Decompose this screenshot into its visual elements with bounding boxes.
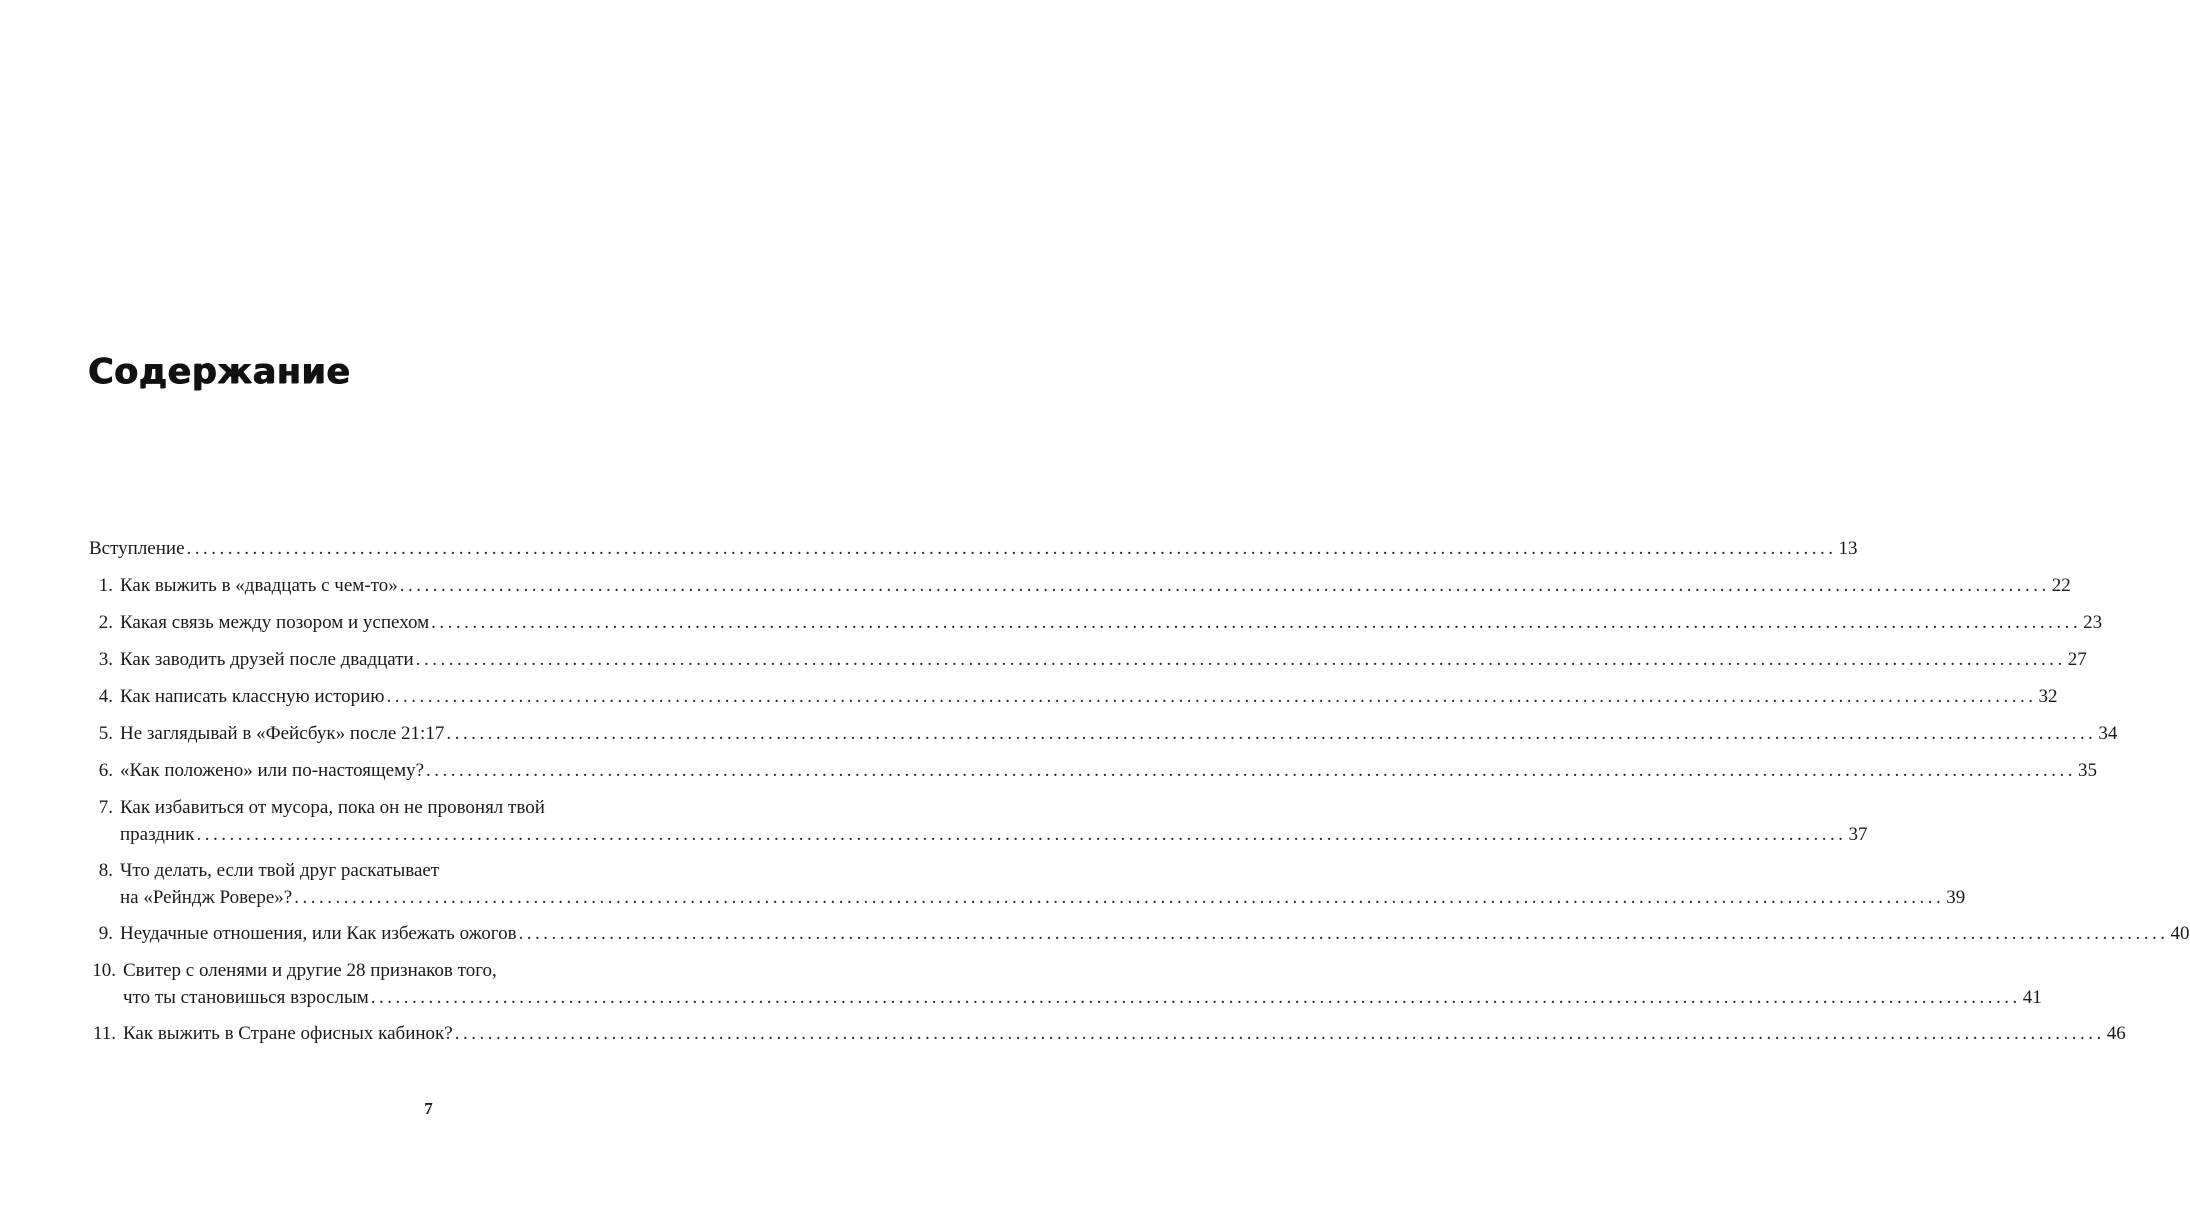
dot-leader: ........................................................................................................................................................................................................ bbox=[196, 824, 1847, 845]
toc-entry-title: Какая связь между позором и успехом bbox=[120, 612, 430, 633]
chapter-number: 11. bbox=[92, 1023, 116, 1044]
toc-entry-title: Как заводить друзей после двадцати bbox=[120, 649, 414, 670]
toc-entry-title: Как выжить в Стране офисных кабинок? bbox=[123, 1023, 453, 1044]
toc-entry-title: «Как положено» или по-настоящему? bbox=[120, 760, 425, 781]
dot-leader: ........................................................................................................................................................................................................ bbox=[294, 887, 1945, 908]
toc-page-number: 22 bbox=[2051, 575, 2071, 596]
dot-leader: ........................................................................................................................................................................................................ bbox=[431, 612, 2082, 633]
chapter-number: 6. bbox=[98, 760, 113, 781]
dot-leader: ........................................................................................................................................................................................................ bbox=[454, 1023, 2105, 1044]
toc-entry-intro[interactable] bbox=[89, 535, 1858, 562]
chapter-number: 4. bbox=[98, 686, 113, 707]
toc-page-number: 32 bbox=[2038, 686, 2058, 707]
table-of-contents bbox=[89, 535, 2190, 1057]
toc-entry-title: Вступление bbox=[89, 538, 185, 559]
dot-leader: ........................................................................................................................................................................................................ bbox=[426, 760, 2077, 781]
toc-page-number: 46 bbox=[2106, 1023, 2126, 1044]
toc-entry[interactable] bbox=[89, 794, 1868, 848]
toc-page-number: 23 bbox=[2083, 612, 2103, 633]
toc-entry[interactable] bbox=[89, 1020, 2126, 1047]
toc-entry-title: Как выжить в «двадцать с чем-то» bbox=[120, 575, 398, 596]
toc-page-number: 35 bbox=[2078, 760, 2098, 781]
toc-entry[interactable] bbox=[89, 920, 2190, 947]
chapter-number: 9. bbox=[98, 923, 113, 944]
page-title: Содержание bbox=[88, 352, 351, 392]
toc-entry[interactable] bbox=[89, 683, 2058, 710]
toc-entry-title: Неудачные отношения, или Как избежать ожогов bbox=[120, 923, 517, 944]
dot-leader: ........................................................................................................................................................................................................ bbox=[399, 575, 2050, 596]
toc-page-number: 39 bbox=[1946, 887, 1966, 908]
chapter-number: 7. bbox=[98, 797, 113, 818]
chapter-number: 10. bbox=[92, 960, 116, 981]
toc-entry-title: праздник bbox=[120, 824, 195, 845]
toc-entry-title: на «Рейндж Ровере»? bbox=[120, 887, 293, 908]
toc-page-number: 37 bbox=[1848, 824, 1868, 845]
toc-chapter-list bbox=[89, 572, 2190, 1047]
toc-entry[interactable] bbox=[89, 646, 2087, 673]
chapter-number: 3. bbox=[98, 649, 113, 670]
toc-entry[interactable] bbox=[89, 757, 2098, 784]
toc-entry[interactable] bbox=[89, 572, 2071, 599]
toc-page-number: 41 bbox=[2022, 987, 2042, 1008]
chapter-number: 8. bbox=[98, 860, 113, 881]
toc-entry[interactable] bbox=[89, 957, 2042, 1011]
toc-page-number: 13 bbox=[1838, 538, 1858, 559]
dot-leader: ........................................................................................................................................................................................................ bbox=[186, 538, 1837, 559]
toc-entry-title-line: Как избавиться от мусора, пока он не провонял твой bbox=[120, 797, 545, 818]
dot-leader: ........................................................................................................................................................................................................ bbox=[370, 987, 2021, 1008]
chapter-number: 2. bbox=[98, 612, 113, 633]
toc-page-number: 40 bbox=[2170, 923, 2190, 944]
toc-page-number: 34 bbox=[2098, 723, 2118, 744]
toc-entry[interactable] bbox=[89, 857, 1966, 911]
chapter-number: 5. bbox=[98, 723, 113, 744]
toc-entry-title-line: Свитер с оленями и другие 28 признаков того, bbox=[123, 960, 497, 981]
dot-leader: ........................................................................................................................................................................................................ bbox=[446, 723, 2097, 744]
toc-entry[interactable] bbox=[89, 720, 2118, 747]
dot-leader: ........................................................................................................................................................................................................ bbox=[415, 649, 2066, 670]
toc-entry[interactable] bbox=[89, 609, 2103, 636]
toc-entry-title: что ты становишься взрослым bbox=[123, 987, 369, 1008]
dot-leader: ........................................................................................................................................................................................................ bbox=[386, 686, 2037, 707]
dot-leader: ........................................................................................................................................................................................................ bbox=[518, 923, 2169, 944]
toc-page-number: 27 bbox=[2067, 649, 2087, 670]
toc-entry-title-line: Что делать, если твой друг раскатывает bbox=[120, 860, 440, 881]
toc-entry-title: Как написать классную историю bbox=[120, 686, 385, 707]
chapter-number: 1. bbox=[98, 575, 113, 596]
page-number: 7 bbox=[424, 1099, 433, 1118]
toc-entry-title: Не заглядывай в «Фейсбук» после 21:17 bbox=[120, 723, 445, 744]
